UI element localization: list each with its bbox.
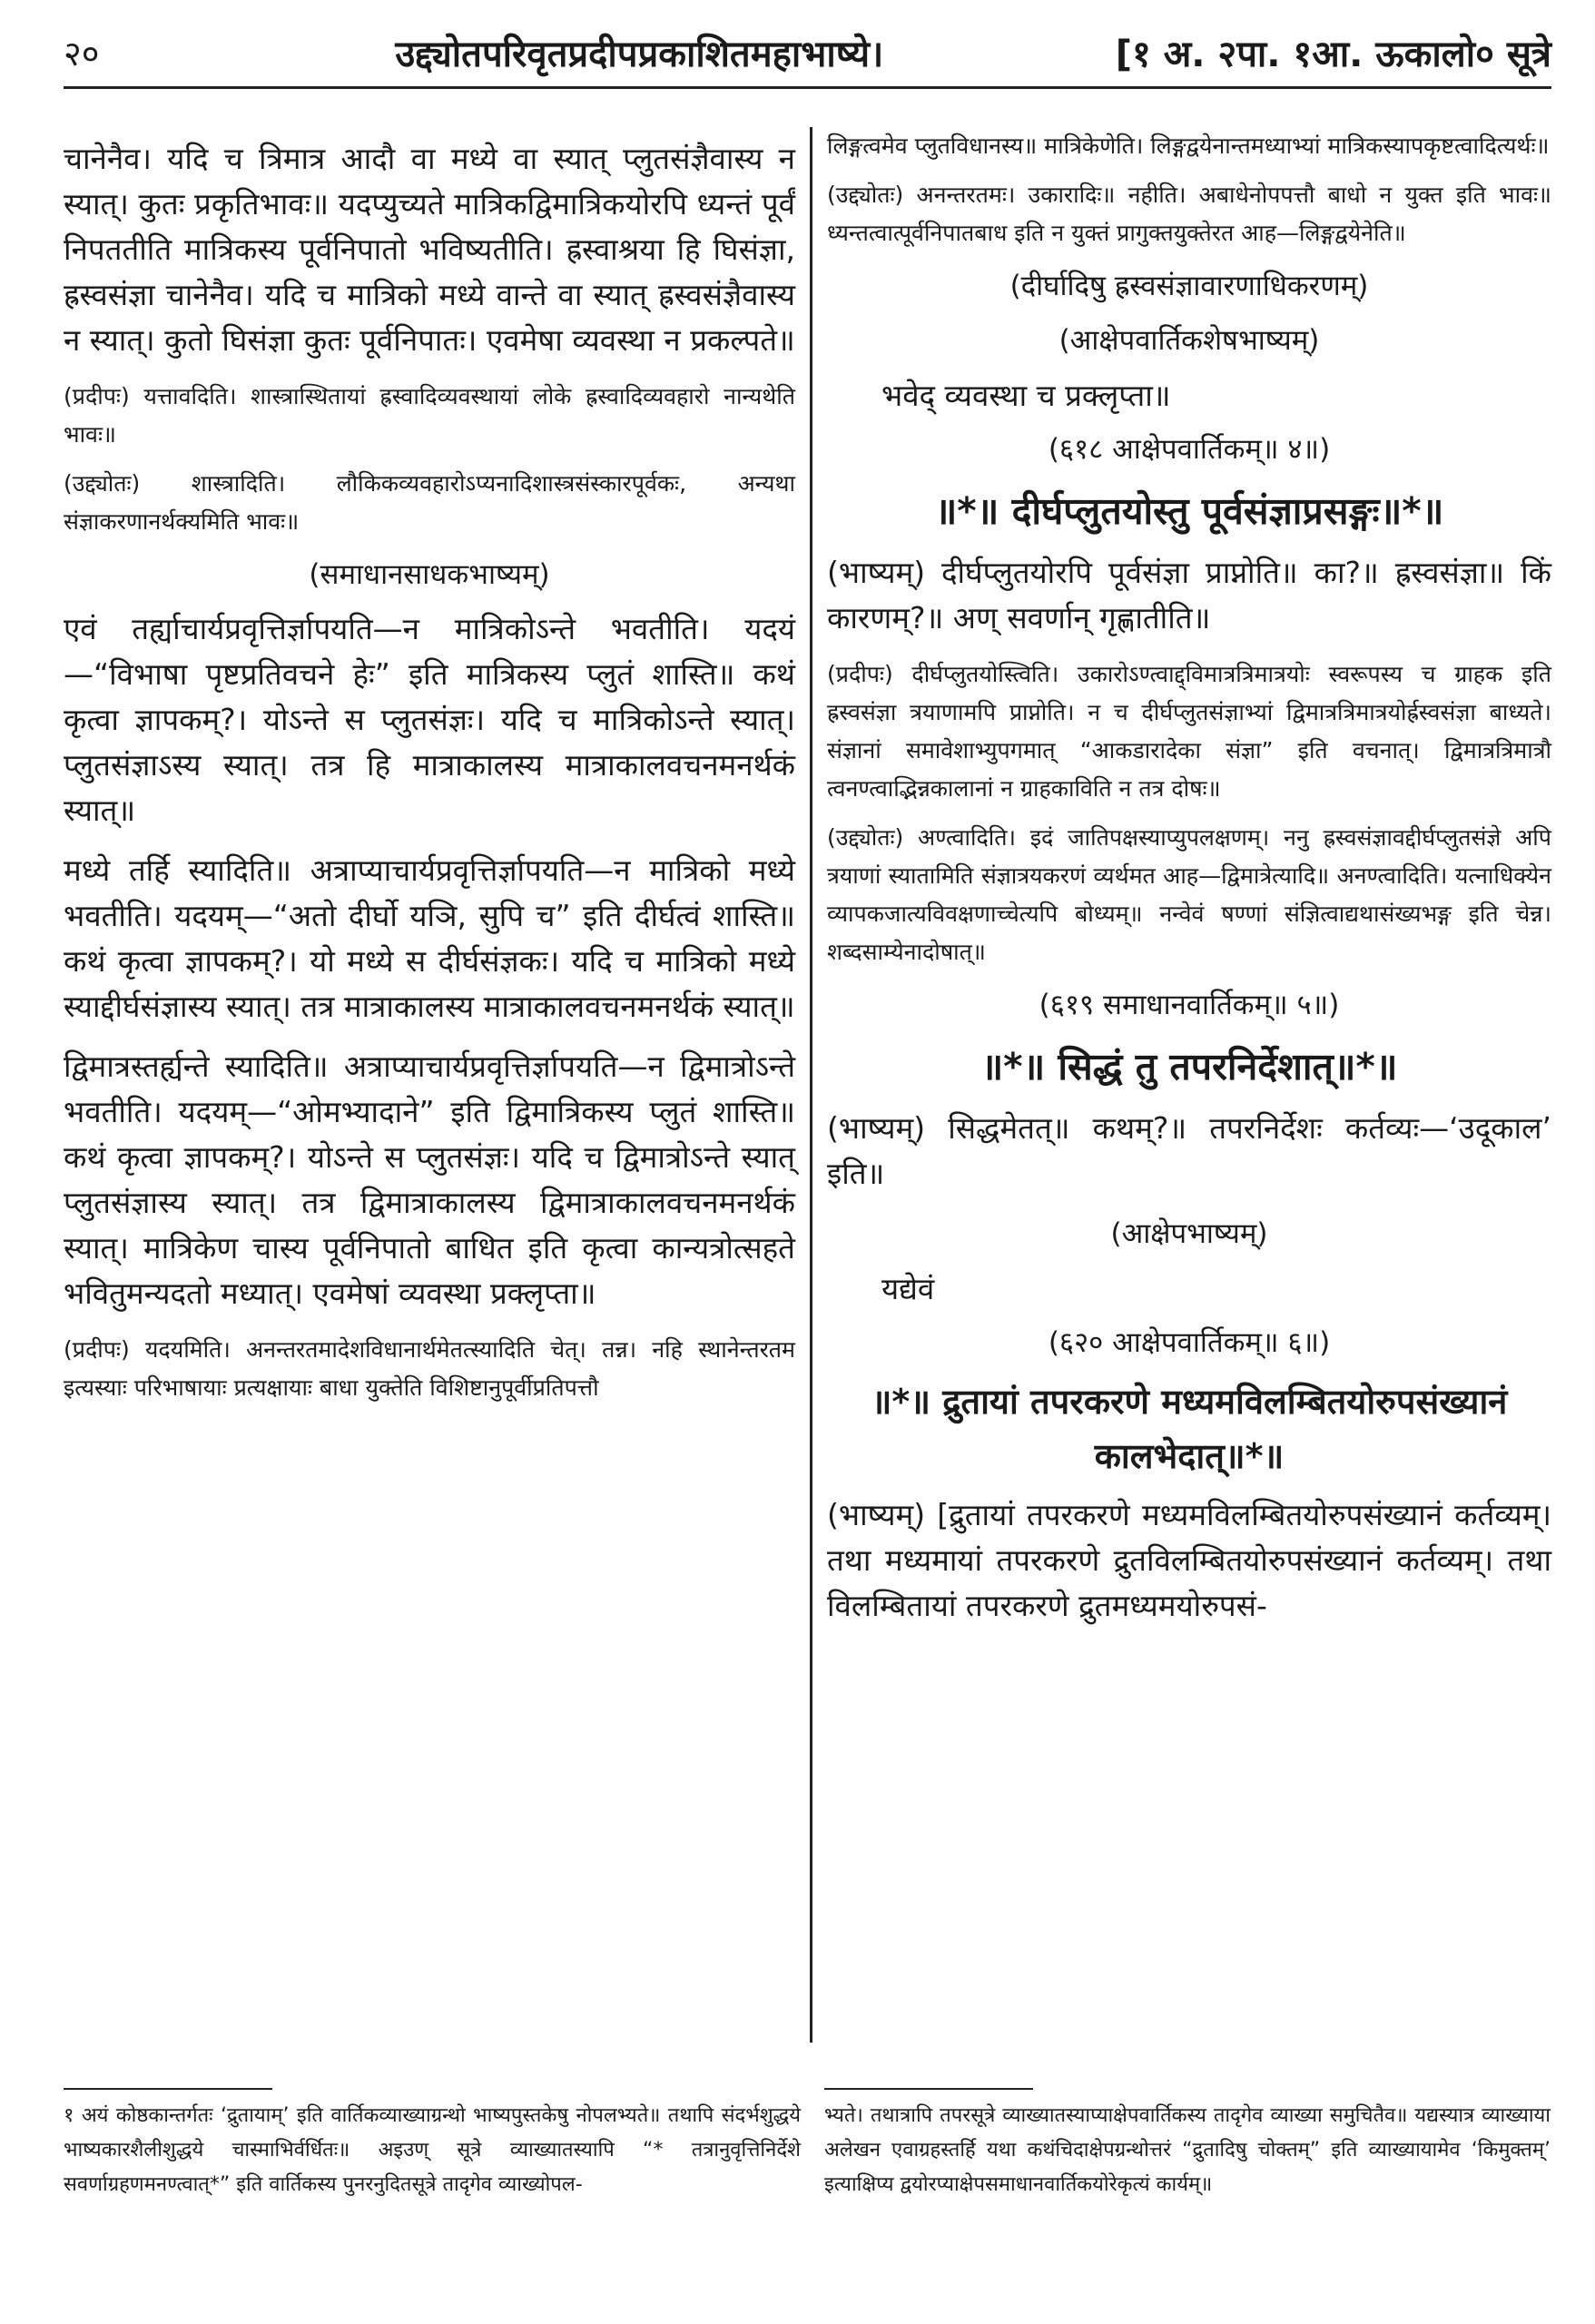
bhashya-line: भवेद् व्यवस्था च प्रक्लृप्ता॥	[881, 378, 1171, 413]
running-title: उद्द्योतपरिवृतप्रदीपप्रकाशितमहाभाष्ये।	[395, 34, 884, 75]
bhashya-paragraph: चानेनैव। यदि च त्रिमात्र आदौ वा मध्ये वा स्यात् प्लुतसंज्ञैवास्य न स्यात्। कुतः प्रकृतिभावः॥ यदप्युच्यते मात्रिकद्विमात्रिकयोरपि ध्यन्तं पूर्वं निपततीति मात्रिकस्य पूर्वनिपातो भविष्यतीति। ह्रस्वाश्रया हि घिसंज्ञा, ह्रस्वसंज्ञा चानेनैव। यदि च मात्रिको मध्ये वान्ते वा स्यात् ह्रस्वसंज्ञैवास्य न स्यात्। कुतो घिसंज्ञा कुतः पूर्वनिपातः। एवमेषा व्यवस्था न प्रकल्पते॥	[64, 141, 795, 358]
left-column	[64, 136, 810, 2034]
page-header	[64, 27, 1551, 89]
page-number: २०	[64, 33, 100, 74]
section-heading: (समाधानसाधकभाष्यम्)	[309, 558, 550, 591]
uddyota-commentary: (उद्द्योतः) अण्त्वादिति। इदं जातिपक्षस्याप्युपलक्षणम्। ननु ह्रस्वसंज्ञावद्दीर्घप्लुतसंज्ञे अपि त्रयाणां स्यातामिति संज्ञात्रयकरणं व्यर्थमत आह—द्विमात्रेत्यादि॥ अनण्त्वादिति। यत्नाधिक्येन व्यापकजात्यविवक्षणाच्चेत्यपि बोध्यम्॥ नन्वेवं षण्णां संज्ञित्वाद्यथासंख्यभङ्ग इति चेन्न। शब्दसाम्येनादोषात्॥	[827, 824, 1551, 965]
varttika-number: (६१९ समाधानवार्तिकम्॥ ५॥)	[1039, 989, 1340, 1021]
pradipa-commentary: लिङ्गत्वमेव प्लुतविधानस्य॥ मात्रिकेणेति। लिङ्गद्वयेनान्तमध्याभ्यां मात्रिकस्यापकृष्टत्वादित्यर्थः॥	[827, 133, 1550, 159]
varttika-text: ॥*॥ सिद्धं तु तपरनिर्देशात्॥*॥	[980, 1045, 1398, 1088]
bhashya-paragraph: द्विमात्रस्तर्ह्यन्ते स्यादिति॥ अत्राप्याचार्यप्रवृत्तिर्ज्ञापयति—न द्विमात्रोऽन्ते भवतीति। यदयम्—“ओमभ्यादाने” इति द्विमात्रिकस्य प्लुतं शास्ति॥ कथं कृत्वा ज्ञापकम्?। योऽन्ते स प्लुतसंज्ञः। यदि च द्विमात्रोऽन्ते स्यात् प्लुतसंज्ञास्य स्यात्। तत्र द्विमात्राकालस्य द्विमात्राकालवचनमनर्थकं स्यात्। मात्रिकेण चास्य पूर्वनिपातो बाधित इति कृत्वा कान्यत्रोत्सहते भवितुमन्यदतो मध्यात्। एवमेषां व्यवस्था प्रक्लृप्ता॥	[64, 1049, 795, 1311]
bhashya-paragraph: एवं तर्ह्याचार्यप्रवृत्तिर्ज्ञापयति—न मात्रिकोऽन्ते भवतीति। यदयं—“विभाषा पृष्टप्रतिवचने हेः” इति मात्रिकस्य प्लुतं शास्ति॥ कथं कृत्वा ज्ञापकम्?। योऽन्ते स प्लुतसंज्ञः। यदि च मात्रिकोऽन्ते स्यात्। प्लुतसंज्ञाऽस्य स्यात्। तत्र हि मात्राकालस्य मात्राकालवचनमनर्थकं स्यात्॥	[64, 611, 795, 828]
bhashya-paragraph: (भाष्यम्) [द्रुतायां तपरकरणे मध्यमविलम्बितयोरुपसंख्यानं कर्तव्यम्। तथा मध्यमायां तपरकरणे द्रुतविलम्बितयोरुपसंख्यानं कर्तव्यम्। तथा विलम्बितायां तपरकरणे द्रुतमध्यमयोरुपसं-	[827, 1497, 1551, 1623]
uddyota-commentary: (उद्द्योतः) शास्त्रादिति। लौकिकव्यवहारोऽप्यनादिशास्त्रसंस्कारपूर्वकः, अन्यथा संज्ञाकरणानर्थक्यमिति भावः॥	[64, 470, 795, 535]
pradipa-commentary: (प्रदीपः) यत्तावदिति। शास्त्रास्थितायां ह्रस्वादिव्यवस्थायां लोके ह्रस्वादिव्यवहारो नान्यथेति भावः॥	[64, 383, 795, 448]
right-column	[810, 127, 1551, 2043]
section-reference: [१ अ. २पा. १आ. ऊकालो० सूत्रे	[1115, 34, 1551, 75]
two-column-body	[64, 133, 1551, 2043]
section-heading: (आक्षेपभाष्यम्)	[1110, 1217, 1268, 1250]
varttika-text: ॥*॥ दीर्घप्लुतयोस्तु पूर्वसंज्ञाप्रसङ्गः॥*॥	[934, 489, 1444, 533]
uddyota-commentary: (उद्द्योतः) अनन्तरतमः। उकारादिः॥ नहीति। अबाधेनोपपत्तौ बाधो न युक्त इति भावः॥ ध्यन्तत्वात्पूर्वनिपातबाध इति न युक्तं प्रागुक्तयुक्तेरत आह—लिङ्गद्वयेनेति॥	[827, 182, 1551, 246]
varttika-number: (६१८ आक्षेपवार्तिकम्॥ ४॥)	[1048, 433, 1331, 466]
pradipa-commentary: (प्रदीपः) यदयमिति। अनन्तरतमादेशविधानार्थमेतत्स्यादिति चेत्। तन्न। नहि स्थानेन्तरतम इत्यस्याः परिभाषायाः प्रत्यक्षायाः बाधा युक्तेति विशिष्टानुपूर्वीप्रतिपत्तौ	[64, 1336, 795, 1401]
section-heading: (आक्षेपवार्तिकशेषभाष्यम्)	[1058, 324, 1320, 357]
bhashya-paragraph: (भाष्यम्) दीर्घप्लुतयोरपि पूर्वसंज्ञा प्राप्नोति॥ का?॥ ह्रस्वसंज्ञा॥ किं कारणम्?॥ अण् सवर्णान् गृह्णातीति॥	[827, 555, 1551, 635]
bhashya-paragraph: (भाष्यम्) सिद्धमेतत्॥ कथम्?॥ तपरनिर्देशः कर्तव्यः—‘उदूकाल’ इति॥	[827, 1110, 1551, 1191]
footnote-divider	[824, 2088, 1033, 2090]
section-heading: (दीर्घादिषु ह्रस्वसंज्ञावारणाधिकरणम्)	[1009, 270, 1369, 302]
bhashya-paragraph: मध्ये तर्हि स्यादिति॥ अत्राप्याचार्यप्रवृत्तिर्ज्ञापयति—न मात्रिको मध्ये भवतीति। यदयम्—“अतो दीर्घो यञि, सुपि च” इति दीर्घत्वं शास्ति॥ कथं कृत्वा ज्ञापकम्?। यो मध्ये स दीर्घसंज्ञकः। यदि च मात्रिको मध्ये स्याद्दीर्घसंज्ञास्य स्यात्। तत्र मात्राकालस्य मात्राकालवचनमनर्थकं स्यात्॥	[64, 852, 795, 1024]
varttika-number: (६२० आक्षेपवार्तिकम्॥ ६॥)	[1048, 1326, 1331, 1359]
footnote-left: १ अयं कोष्ठकान्तर्गतः ‘द्रुतायाम्’ इति वार्तिकव्याख्याग्रन्थो भाष्यपुस्तकेषु नोपलभ्यते॥ तथापि संदर्भशुद्धये भाष्यकारशैलीशुद्धये चास्माभिर्वर्धितः॥ अइउण् सूत्रे व्याख्यातस्यापि “* तत्रानुवृत्तिनिर्देशे सवर्णाग्रहणमनण्त्वात्*” इति वार्तिकस्य पुनरनुदितसूत्रे तादृगेव व्याख्योपल-	[64, 2104, 801, 2196]
footnote-divider	[64, 2088, 272, 2090]
varttika-text: ॥*॥ द्रुतायां तपरकरणे मध्यमविलम्बितयोरुपसंख्यानं कालभेदात्॥*॥	[871, 1382, 1508, 1476]
footnote-right: भ्यते। तथात्रापि तपरसूत्रे व्याख्यातस्याप्याक्षेपवार्तिकस्य तादृगेव व्याख्या समुचितैव॥ यद्यस्यात्र व्याख्याया अलेखन एवाग्रहस्तर्हि यथा कथंचिदाक्षेपग्रन्थोत्तरं “द्रुतादिषु चोक्तम्” इति व्याख्यायामेव ‘किमुक्तम्’ इत्याक्षिप्य द्वयोरप्याक्षेपसमाधानवार्तिकयोरेकृत्यं कार्यम्॥	[824, 2104, 1551, 2196]
pradipa-commentary: (प्रदीपः) दीर्घप्लुतयोस्त्विति। उकारोऽण्त्वाद्द्विमात्रत्रिमात्रयोः स्वरूपस्य च ग्राहक इति ह्रस्वसंज्ञा त्रयाणामपि प्राप्नोति। न च दीर्घप्लुतसंज्ञाभ्यां द्विमात्रत्रिमात्रयोर्ह्रस्वसंज्ञा बाध्यते। संज्ञानां समावेशाभ्युपगमात् “आकडारादेका संज्ञा” इति वचनात्। द्विमात्रत्रिमात्रौ त्वनण्त्वाद्भिन्नकालानां न ग्राहकाविति न तत्र दोषः॥	[827, 661, 1551, 802]
bhashya-line: यद्येवं	[881, 1271, 935, 1306]
